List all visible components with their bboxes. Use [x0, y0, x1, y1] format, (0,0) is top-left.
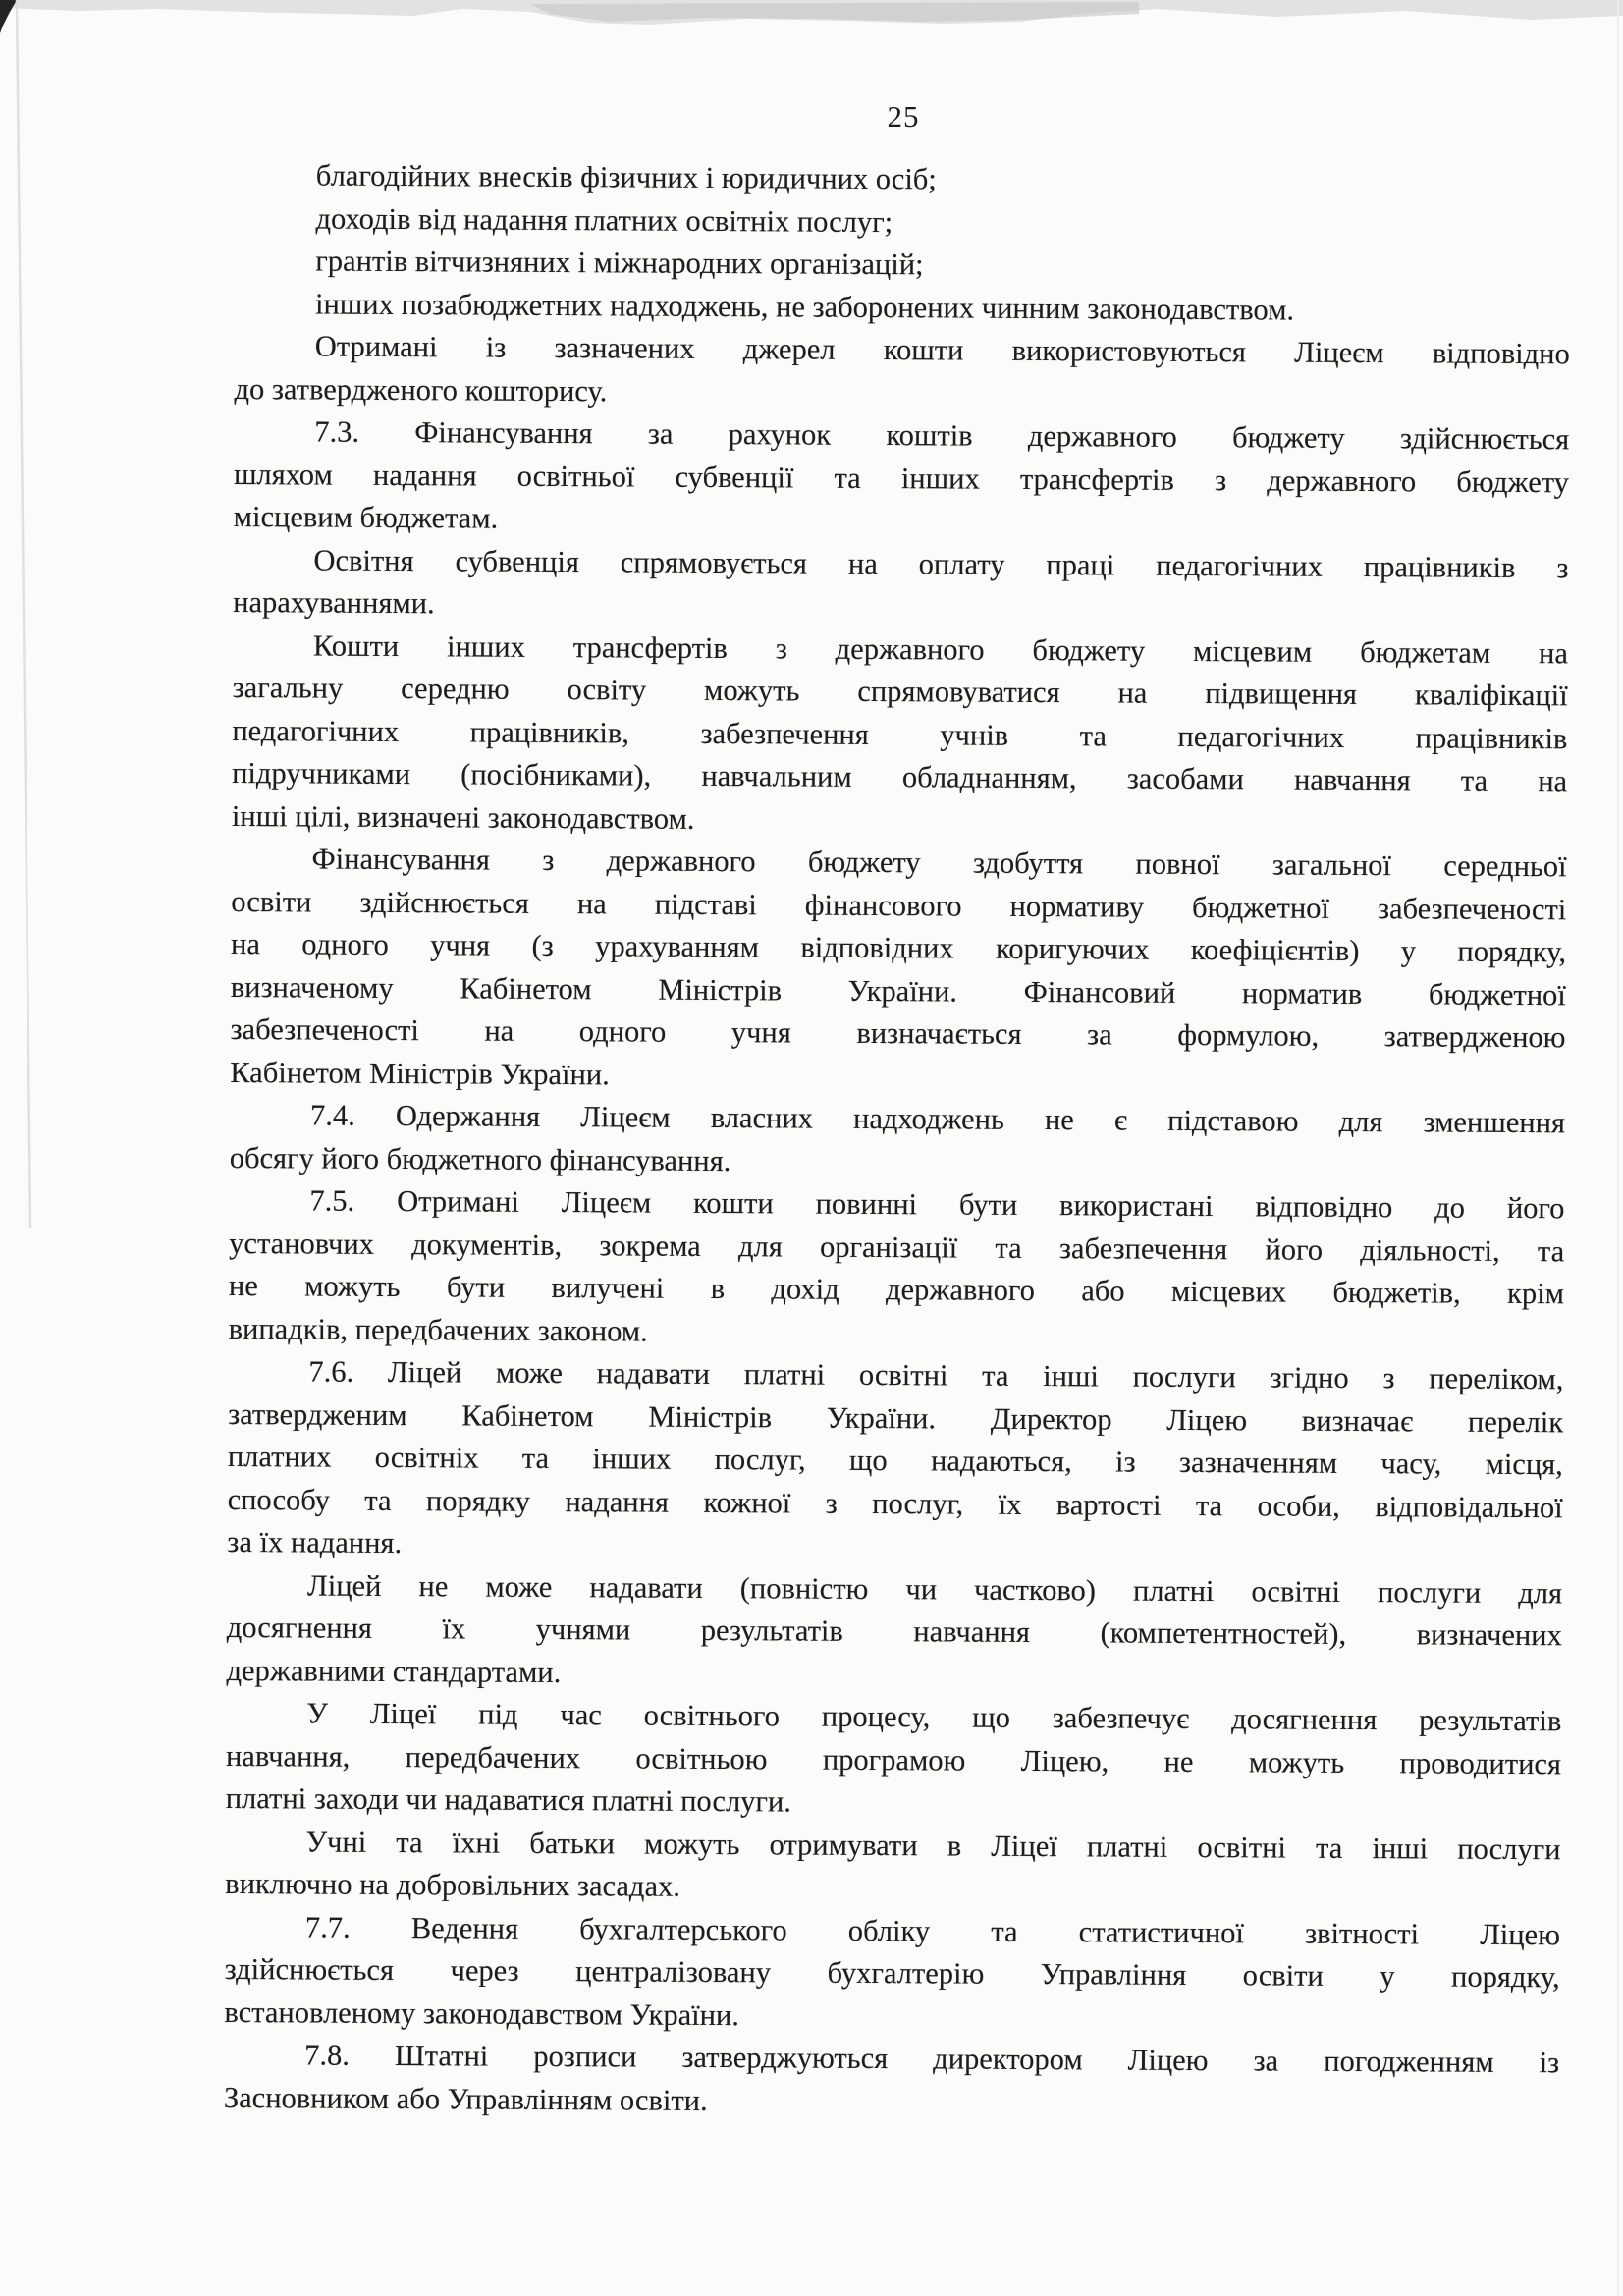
text-line: доходів від надання платних освітніх послуг; — [315, 201, 893, 239]
text-line: 7.8. Штатні розписи затверджуються директором Ліцею за погодженням із — [304, 2038, 1560, 2080]
paragraph — [226, 1692, 1562, 1829]
text-line: навчання, передбачених освітньою програмою Ліцею, не можуть проводитися — [225, 1738, 1562, 1780]
paragraph — [230, 1094, 1566, 1187]
paragraph — [230, 838, 1567, 1102]
text-line: встановленому законодавством України. — [224, 1995, 740, 2032]
text-line: Фінансування з державного бюджету здобуття повної загальної середньої — [311, 842, 1567, 884]
scan-top-edge-artifact — [0, 0, 1623, 25]
text-line: забезпеченості на одного учня визначається за формулою, затвердженою — [230, 1011, 1566, 1055]
text-line: Кошти інших трансфертів з державного бюджету місцевим бюджетам на — [312, 628, 1569, 670]
paragraph — [235, 240, 1570, 291]
text-line: місцевим бюджетам. — [233, 499, 499, 535]
paragraph — [224, 2034, 1560, 2127]
paragraph — [229, 1179, 1565, 1358]
text-line: Ліцей не може надавати (повністю чи частково) платні освітні послуги для — [306, 1567, 1563, 1610]
text-line: обсягу його бюджетного фінансування. — [229, 1140, 731, 1177]
page-number: 25 — [887, 99, 920, 134]
document-body — [224, 154, 1571, 2127]
text-line: благодійних внесків фізичних і юридичних осіб; — [315, 158, 937, 196]
text-line: У Ліцеї під час освітнього процесу, що забезпечує досягнення результатів — [306, 1696, 1562, 1738]
paragraph — [234, 325, 1570, 418]
text-line: шляхом надання освітньої субвенції та інших трансфертів з державного бюджету — [233, 457, 1570, 499]
text-line: 7.4. Одержання Ліцеєм власних надходжень не є підставою для зменшення — [309, 1098, 1566, 1140]
text-line: установчих документів, зокрема для організації та забезпечення його діяльності, та — [229, 1226, 1565, 1268]
text-line: не можуть бути вилучені в дохід державного або місцевих бюджетів, крім — [228, 1268, 1565, 1311]
text-line: Учні та їхні батьки можуть отримувати в Ліцеї платні освітні та інші послуги — [305, 1824, 1561, 1866]
text-line: визначеному Кабінетом Міністрів України. Фінансовий норматив бюджетної — [230, 969, 1566, 1011]
text-line: досягнення їх учнями результатів навчання (компетентностей), визначених — [226, 1610, 1562, 1653]
text-line: Освітня субвенція спрямовується на оплату праці педагогічних працівників з — [313, 542, 1569, 584]
scan-corner-mark — [0, 0, 17, 33]
text-line: Засновником або Управлінням освіти. — [223, 2080, 708, 2117]
paper-edge-line-left — [17, 0, 30, 1228]
paragraph — [236, 154, 1571, 205]
paragraph — [233, 538, 1569, 631]
text-line: 7.3. Фінансування за рахунок коштів державного бюджету здійснюється — [314, 414, 1570, 457]
text-line: інших позабюджетних надходжень, не заборонених чинним законодавством. — [314, 286, 1295, 327]
paragraph — [232, 624, 1568, 846]
text-line: 7.5. Отримані Ліцеєм кошти повинні бути використані відповідно до його — [309, 1183, 1565, 1226]
text-line: затвердженим Кабінетом Міністрів України. Директор Ліцею визначає перелік — [228, 1396, 1564, 1439]
text-line: випадків, передбачених законом. — [228, 1311, 648, 1348]
text-line: 7.7. Ведення бухгалтерського обліку та статистичної звітності Ліцею — [304, 1909, 1561, 1951]
text-line: підручниками (посібниками), навчальним обладнанням, засобами навчання та на — [232, 755, 1568, 798]
text-line: виключно на добровільних засадах. — [225, 1866, 681, 1903]
text-line: Отримані із зазначених джерел кошти використовуються Ліцеєм відповідно — [314, 329, 1570, 371]
scan-top-edge-dark-streak — [530, 2, 1139, 22]
text-line: освіти здійснюється на підставі фінансового нормативу бюджетної забезпеченості — [231, 884, 1567, 926]
text-line: 7.6. Ліцей може надавати платні освітні та інші послуги згідно з переліком, — [308, 1354, 1564, 1396]
paragraph — [227, 1350, 1563, 1572]
text-line: педагогічних працівників, забезпечення учнів та педагогічних працівників — [232, 713, 1568, 755]
text-line: Кабінетом Міністрів України. — [230, 1055, 610, 1091]
paragraph — [234, 410, 1570, 547]
paragraph — [224, 1905, 1560, 2042]
text-line: здійснюється через централізовану бухгалтерію Управління освіти у порядку, — [224, 1951, 1560, 1995]
text-line: за їх надання. — [227, 1524, 403, 1560]
text-line: платних освітніх та інших послуг, що надаються, із зазначенням часу, місця, — [227, 1439, 1563, 1482]
text-line: державними стандартами. — [226, 1653, 562, 1689]
paragraph — [225, 1820, 1561, 1913]
text-line: до затвердженого кошторису. — [234, 371, 608, 408]
text-line: платні заходи чи надаватися платні послуги. — [225, 1780, 792, 1819]
text-line: загальну середню освіту можуть спрямовуватися на підвищення кваліфікації — [232, 670, 1568, 713]
text-line: нарахуваннями. — [233, 584, 435, 621]
paragraph — [226, 1563, 1562, 1700]
text-line: способу та порядку надання кожної з послуг, їх вартості та особи, відповідальної — [227, 1482, 1563, 1524]
text-line: на одного учня (з урахуванням відповідних коригуючих коефіцієнтів) у порядку, — [230, 926, 1567, 969]
text-line: інші цілі, визначені законодавством. — [231, 798, 695, 836]
text-line: грантів вітчизняних і міжнародних організацій; — [315, 244, 924, 282]
